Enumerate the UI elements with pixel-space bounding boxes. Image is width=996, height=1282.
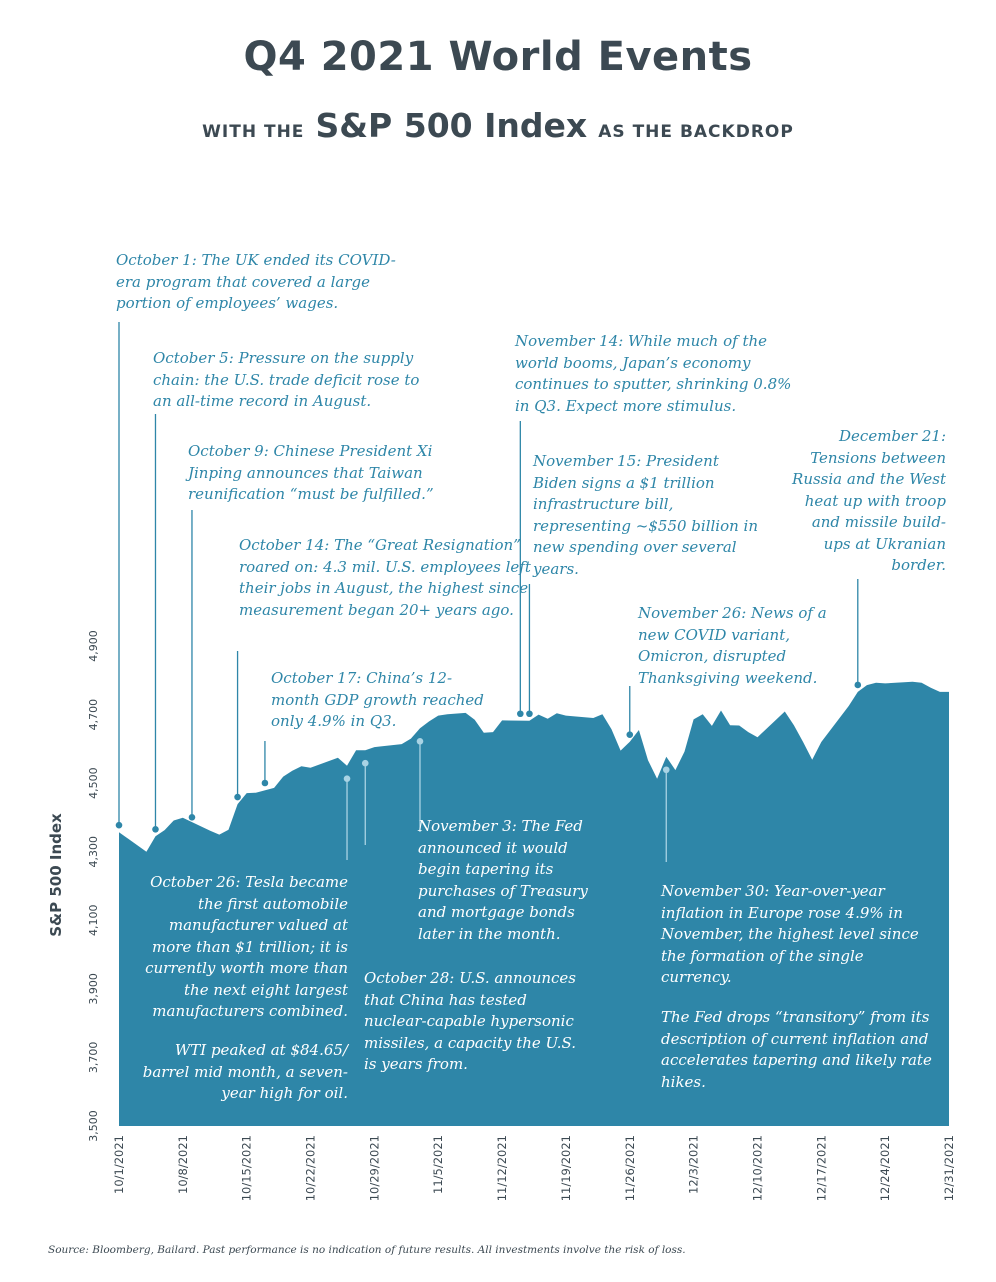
annotation-marker: [417, 738, 424, 745]
x-tick-label: 10/29/2021: [367, 1135, 382, 1202]
annotation-marker: [262, 780, 269, 787]
annotation-marker: [526, 710, 533, 717]
annotation-marker: [234, 794, 241, 801]
y-tick-label: 3,700: [87, 1041, 100, 1074]
annotation-oct-14: October 14: The “Great Resignation” roared on: 4.3 mil. U.S. employees left their jobs in August, the highest since measurement began 20+ years ago.: [239, 536, 531, 619]
x-tick-label: 12/17/2021: [814, 1135, 829, 1202]
chart-title: Q4 2021 World Events: [243, 34, 753, 80]
x-tick-label: 10/8/2021: [175, 1135, 190, 1194]
x-tick-label: 11/12/2021: [495, 1135, 510, 1202]
annotation-marker: [626, 731, 633, 738]
subtitle-suffix: AS THE BACKDROP: [598, 122, 794, 142]
y-tick-label: 4,900: [87, 630, 100, 662]
annotation-nov-30: November 30: Year-over-year inflation in Europe rose 4.9% in November, the highest level since the formation of the single currency.: [661, 882, 919, 986]
annotation-oct-9: October 9: Chinese President Xi Jinping announces that Taiwan reunification “must be fulfilled.”: [188, 442, 434, 503]
y-axis-label: S&P 500 Index: [47, 813, 65, 937]
x-tick-label: 11/19/2021: [558, 1135, 573, 1202]
annotation-nov-14: November 14: While much of the world booms, Japan’s economy continues to sputter, shrinking 0.8% in Q3. Expect more stimulus.: [515, 332, 792, 415]
annotation-nov-26: November 26: News of a new COVID variant, Omicron, disrupted Thanksgiving weekend.: [638, 604, 827, 687]
annotation-fed-transitory: The Fed drops “transitory” from its description of current inflation and accelerates tapering and likely rate hikes.: [661, 1008, 932, 1091]
y-tick-label: 4,500: [87, 767, 100, 799]
x-tick-label: 10/15/2021: [239, 1135, 254, 1202]
annotation-oct-17: October 17: China’s 12-month GDP growth reached only 4.9% in Q3.: [271, 669, 484, 730]
annotation-marker: [663, 766, 670, 773]
y-tick-label: 3,900: [87, 973, 100, 1005]
annotation-wti: WTI peaked at $84.65/ barrel mid month, a seven-year high for oil.: [142, 1041, 348, 1102]
subtitle-prefix: WITH THE: [202, 122, 305, 142]
annotation-marker: [189, 814, 196, 821]
annotation-oct-28: October 28: U.S. announces that China has tested nuclear-capable hypersonic missiles, a capacity the U.S. is years from.: [364, 969, 577, 1073]
y-tick-label: 4,700: [87, 698, 100, 731]
x-tick-label: 10/1/2021: [112, 1135, 126, 1194]
x-tick-label: 11/5/2021: [431, 1135, 446, 1194]
annotation-marker: [116, 822, 123, 829]
y-tick-label: 3,500: [87, 1110, 100, 1142]
annotation-marker: [152, 826, 159, 833]
y-tick-label: 4,100: [87, 904, 100, 937]
source-footnote: Source: Bloomberg, Bailard. Past performance is no indication of future results. All investments involve the risk of loss.: [48, 1244, 686, 1256]
annotation-oct-5: October 5: Pressure on the supply chain: the U.S. trade deficit rose to an all-time record in August.: [153, 349, 420, 410]
x-tick-label: 11/26/2021: [622, 1135, 637, 1202]
annotation-oct-1: October 1: The UK ended its COVID-era program that covered a large portion of employees’ wages.: [116, 251, 396, 312]
annotation-nov-3: November 3: The Fed announced it would begin tapering its purchases of Treasury and mortgage bonds later in the month.: [418, 817, 588, 943]
annotation-marker: [344, 775, 351, 782]
annotation-dec-21: December 21: Tensions between Russia and the West heat up with troop and missile build-ups at Ukranian border.: [792, 427, 946, 574]
annotation-marker: [854, 682, 861, 689]
x-tick-label: 12/31/2021: [942, 1135, 956, 1202]
x-tick-label: 10/22/2021: [303, 1135, 318, 1202]
x-tick-label: 12/3/2021: [686, 1135, 701, 1194]
x-tick-label: 12/10/2021: [750, 1135, 765, 1202]
subtitle-main: S&P 500 Index: [315, 106, 588, 145]
x-tick-label: 12/24/2021: [878, 1135, 893, 1202]
y-tick-label: 4,300: [87, 835, 100, 868]
annotation-marker: [362, 760, 369, 767]
annotation-oct-26: October 26: Tesla became the first automobile manufacturer valued at more than $1 trillion; it is currently worth more than the next eight largest manufacturers combined.: [145, 873, 348, 1020]
annotation-marker: [517, 710, 524, 717]
annotation-nov-15: November 15: President Biden signs a $1 trillion infrastructure bill, representing ~$550 billion in new spending over several years.: [533, 452, 759, 578]
